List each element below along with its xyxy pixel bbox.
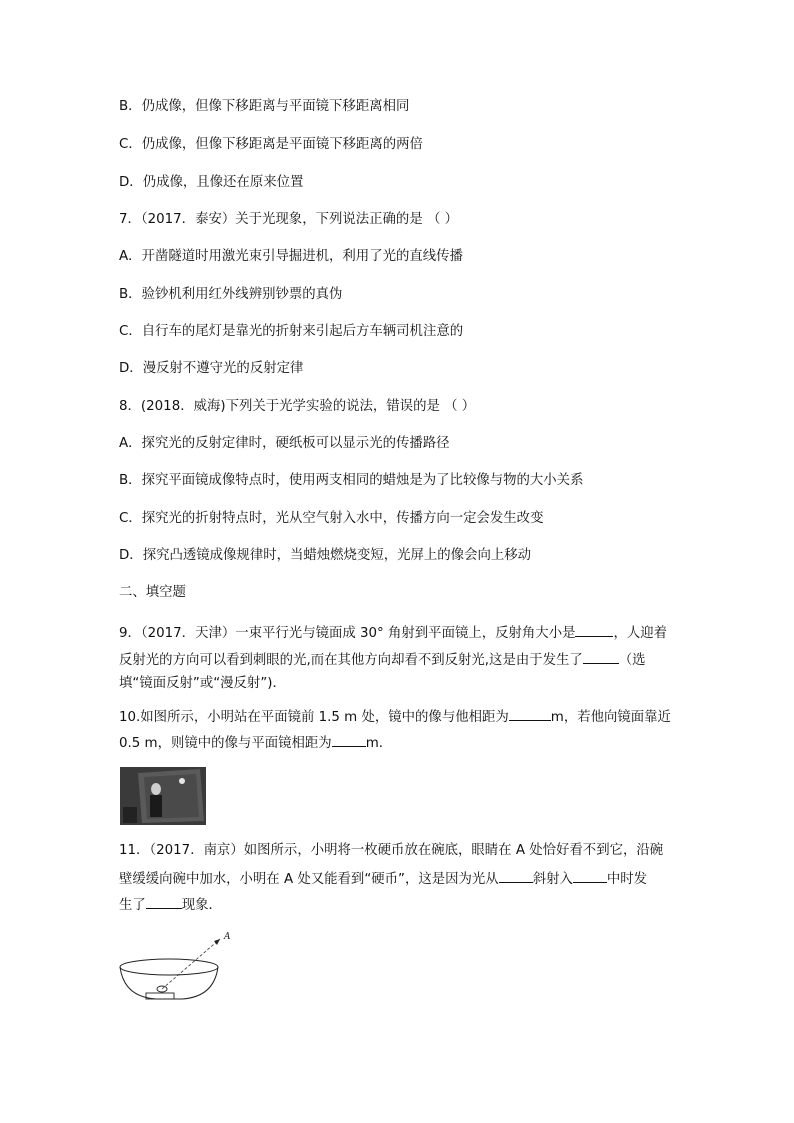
- answer-blank[interactable]: [583, 649, 619, 664]
- q9-text-d: （选: [618, 653, 646, 668]
- option-d-q7: D．漫反射不遵守光的反射定律: [119, 361, 304, 376]
- q11-text-b: 斜射入: [532, 872, 573, 887]
- q9-text-a: 9．（2017．天津）一束平行光与镜面成 30° 角射到平面镜上，反射角大小是: [119, 626, 576, 641]
- option-a-q7: A．开凿隧道时用激光束引导掘进机，利用了光的直线传播: [119, 249, 463, 264]
- question-8: 8．(2018．威海)下列关于光学实验的说法，错误的是 （ ）: [119, 399, 476, 414]
- question-7: 7．（2017．泰安）关于光现象，下列说法正确的是 （ ）: [119, 212, 459, 227]
- question-11-line-1: 11．（2017．南京）如图所示，小明将一枚硬币放在碗底，眼睛在 A 处恰好看不到它，沿碗: [119, 843, 664, 858]
- point-a-label: A: [224, 932, 231, 942]
- q11-text-e: 现象．: [181, 898, 222, 913]
- answer-blank[interactable]: [509, 706, 551, 721]
- q11-text-a: 壁缓缓向碗中加水，小明在 A 处又能看到“硬币”，这是因为光从: [119, 872, 499, 887]
- option-b-q7: B．验钞机利用红外线辨别钞票的真伪: [119, 287, 343, 302]
- question-9-line-1: [119, 622, 667, 643]
- question-10-line-1: [119, 706, 671, 727]
- q11-text-c: 中时发: [606, 872, 648, 887]
- question-9-line-3: 填“镜面反射”或“漫反射”)．: [119, 676, 286, 691]
- q10-text-b: m，若他向镜面靠近: [550, 710, 671, 725]
- q10-text-a: 10.如图所示，小明站在平面镜前 1.5 m 处，镜中的像与他相距为: [119, 710, 509, 725]
- option-b-q8: B．探究平面镜成像特点时，使用两支相同的蜡烛是为了比较像与物的大小关系: [119, 473, 584, 488]
- answer-blank[interactable]: [499, 868, 533, 883]
- option-b-q6: B．仍成像，但像下移距离与平面镜下移距离相同: [119, 99, 410, 114]
- q9-text-b: ，人迎着: [613, 626, 668, 641]
- question-9-line-2: [119, 649, 646, 670]
- answer-blank[interactable]: [573, 868, 607, 883]
- option-d-q6: D．仍成像，且像还在原来位置: [119, 175, 304, 190]
- answer-blank[interactable]: [575, 622, 613, 637]
- option-c-q8: C．探究光的折射特点时，光从空气射入水中，传播方向一定会发生改变: [119, 511, 544, 526]
- answer-blank[interactable]: [146, 894, 182, 909]
- answer-blank[interactable]: [332, 732, 366, 747]
- question-11-line-3: [119, 894, 222, 915]
- q10-text-d: m.: [365, 736, 383, 751]
- q11-text-d: 生了: [119, 898, 146, 913]
- question-11-line-2: [119, 868, 647, 889]
- mirror-photo: [120, 767, 206, 825]
- option-a-q8: A．探究光的反射定律时，硬纸板可以显示光的传播路径: [119, 436, 450, 451]
- section-heading-fill-in: 二、填空题: [119, 585, 186, 600]
- bowl-coin-figure: [116, 925, 236, 1005]
- q9-text-c: 反射光的方向可以看到刺眼的光,而在其他方向却看不到反射光,这是由于发生了: [119, 653, 583, 668]
- option-c-q6: C．仍成像，但像下移距离是平面镜下移距离的两倍: [119, 137, 423, 152]
- question-10-line-2: [119, 732, 383, 753]
- option-c-q7: C．自行车的尾灯是靠光的折射来引起后方车辆司机注意的: [119, 324, 464, 339]
- option-d-q8: D．探究凸透镜成像规律时，当蜡烛燃烧变短，光屏上的像会向上移动: [119, 548, 532, 563]
- q10-text-c: 0.5 m，则镜中的像与平面镜相距为: [119, 736, 332, 751]
